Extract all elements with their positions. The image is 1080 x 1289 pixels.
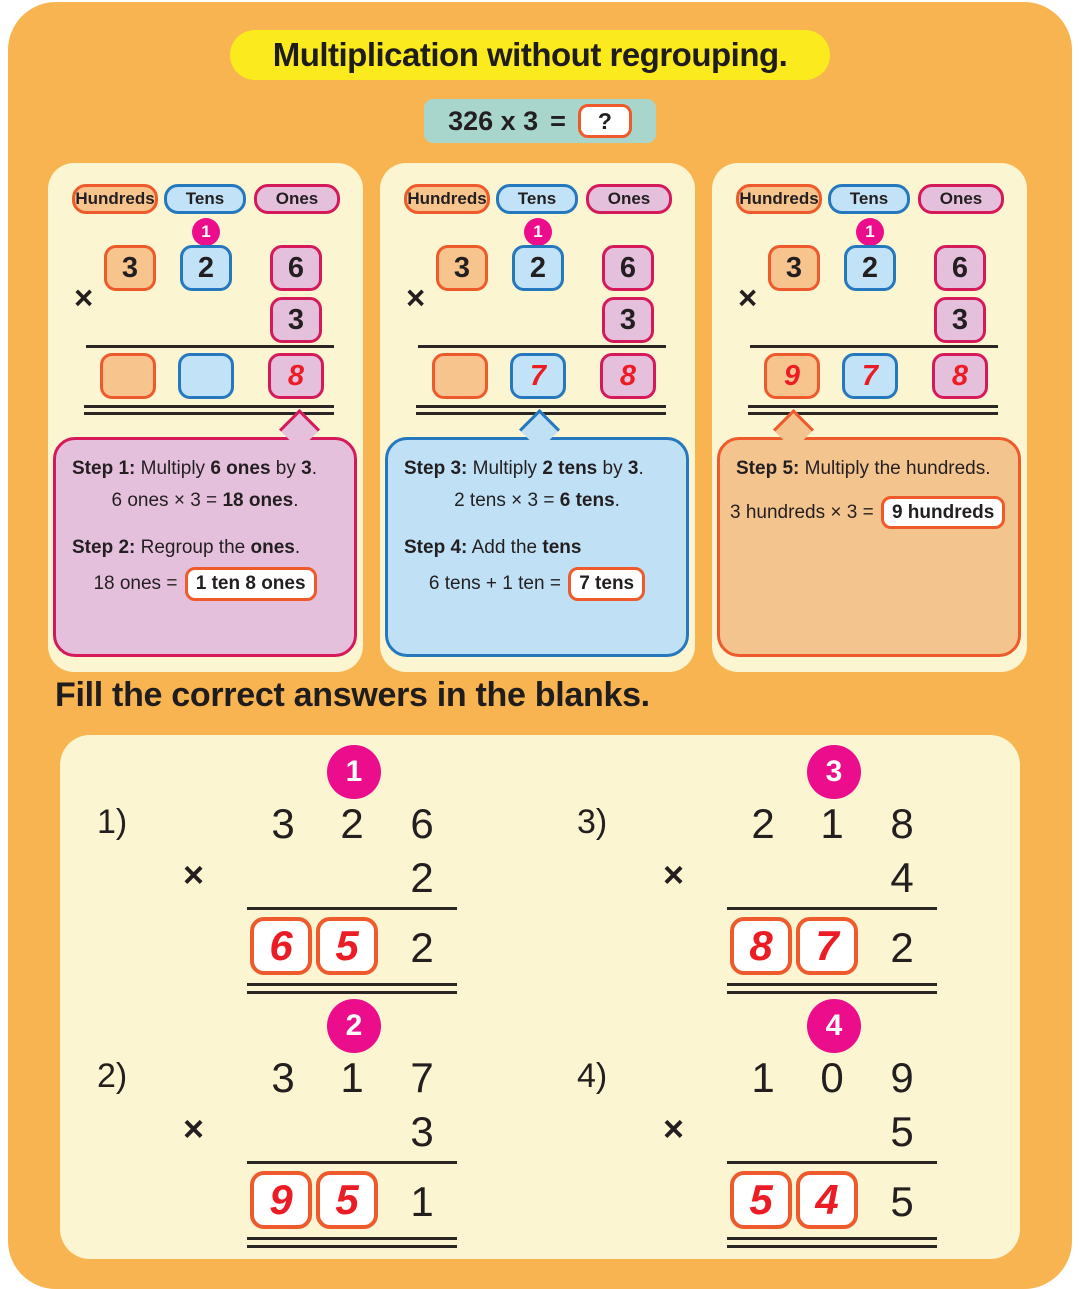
- answer-blank-tens[interactable]: 5: [316, 1171, 378, 1229]
- step-1-equation: 6 ones × 3 = 18 ones.: [111, 489, 299, 511]
- hundreds-header-label: Hundreds: [404, 184, 490, 214]
- carry-badge: 4: [807, 999, 861, 1053]
- digit-box-ones: 6: [934, 245, 986, 291]
- problem-3: [575, 745, 975, 995]
- multiplier-box-ones: 3: [270, 297, 322, 343]
- problem-number-label: 4): [577, 1057, 608, 1095]
- example-equation: [424, 99, 656, 143]
- problem-number-label: 2): [97, 1057, 128, 1095]
- multiply-sign: ×: [406, 279, 426, 316]
- ones-header-label: Ones: [254, 184, 340, 214]
- digit-box-tens: 2: [512, 245, 564, 291]
- digit-box-hundreds: 3: [436, 245, 488, 291]
- result-double-line: [247, 983, 457, 994]
- step-2-text: Step 2: Regroup the ones.: [72, 537, 301, 559]
- digit-box-tens: 2: [180, 245, 232, 291]
- ones-header-label: Ones: [586, 184, 672, 214]
- sum-line: [727, 1161, 937, 1164]
- answer-blank-tens[interactable]: 4: [796, 1171, 858, 1229]
- multiply-sign: ×: [663, 854, 685, 895]
- result-box-ones: 8: [600, 353, 656, 399]
- digit-ones: 6: [410, 800, 434, 847]
- result-box-tens: 7: [842, 353, 898, 399]
- multiply-sign: ×: [738, 279, 758, 316]
- step-3-equation: 2 tens × 3 = 6 tens.: [454, 489, 620, 511]
- digit-box-hundreds: 3: [768, 245, 820, 291]
- digit-tens: 2: [340, 800, 364, 847]
- digit-hundreds: 3: [271, 800, 295, 847]
- example-panel-step5: [712, 163, 1027, 672]
- digit-hundreds: 2: [751, 800, 775, 847]
- sum-line: [86, 345, 334, 348]
- answer-digit-ones: 2: [410, 924, 434, 971]
- tens-header-label: Tens: [164, 184, 246, 214]
- step-4-equation: 6 tens + 1 ten = 7 tens: [396, 567, 678, 601]
- step-5-bubble: [717, 437, 1021, 657]
- result-box-hundreds[interactable]: [432, 353, 488, 399]
- multiply-sign: ×: [183, 854, 205, 895]
- digit-box-hundreds: 3: [104, 245, 156, 291]
- digit-tens: 0: [820, 1054, 844, 1101]
- answer-blank-tens[interactable]: 5: [316, 917, 378, 975]
- multiply-sign: ×: [74, 279, 94, 316]
- digit-ones: 7: [410, 1054, 434, 1101]
- answer-digit-ones: 2: [890, 924, 914, 971]
- step-3-4-bubble: [385, 437, 689, 657]
- carry-badge: 1: [524, 218, 552, 246]
- sum-line: [750, 345, 998, 348]
- result-double-line: [748, 405, 998, 415]
- equation-expression: 326 x 3: [448, 105, 539, 136]
- multiply-sign: ×: [183, 1108, 205, 1149]
- result-box-ones: 8: [268, 353, 324, 399]
- result-double-line: [247, 1237, 457, 1248]
- example-panel-step1-2: [48, 163, 363, 672]
- equation-equals-sign: =: [550, 105, 566, 136]
- step-1-text: Step 1: Multiply 6 ones by 3.: [72, 458, 318, 479]
- fill-heading: Fill the correct answers in the blanks.: [55, 676, 650, 714]
- carry-badge: 1: [856, 218, 884, 246]
- answer-blank-hundreds[interactable]: 8: [730, 917, 792, 975]
- result-box-tens: 7: [510, 353, 566, 399]
- sum-line: [418, 345, 666, 348]
- carry-badge: 1: [192, 218, 220, 246]
- answer-blank-hundreds[interactable]: 5: [730, 1171, 792, 1229]
- tens-header-label: Tens: [828, 184, 910, 214]
- problem-number-label: 3): [577, 803, 608, 841]
- problem-number-label: 1): [97, 803, 128, 841]
- equation-answer-blank[interactable]: ?: [578, 104, 632, 138]
- answer-blank-hundreds[interactable]: 9: [250, 1171, 312, 1229]
- digit-hundreds: 3: [271, 1054, 295, 1101]
- example-panel-step3-4: [380, 163, 695, 672]
- hundreds-header-label: Hundreds: [736, 184, 822, 214]
- digit-ones: 9: [890, 1054, 914, 1101]
- result-box-hundreds: 9: [764, 353, 820, 399]
- digit-box-tens: 2: [844, 245, 896, 291]
- step-3-text: Step 3: Multiply 2 tens by 3.: [404, 458, 644, 479]
- page-title: Multiplication without regrouping.: [230, 30, 830, 80]
- step-5-equation: 3 hundreds × 3 = 9 hundreds: [728, 496, 1010, 530]
- tens-header-label: Tens: [496, 184, 578, 214]
- result-box-hundreds[interactable]: [100, 353, 156, 399]
- multiplier-digit: 3: [410, 1108, 434, 1155]
- sum-line: [247, 907, 457, 910]
- answer-digit-ones: 5: [890, 1178, 914, 1225]
- step-5-text: Step 5: Multiply the hundreds.: [736, 458, 991, 479]
- multiplier-box-ones: 3: [934, 297, 986, 343]
- carry-badge: 3: [807, 745, 861, 799]
- worksheet-board: [8, 2, 1072, 1289]
- multiply-sign: ×: [663, 1108, 685, 1149]
- answer-blank-hundreds[interactable]: 6: [250, 917, 312, 975]
- hundreds-header-label: Hundreds: [72, 184, 158, 214]
- digit-tens: 1: [820, 800, 844, 847]
- digit-box-ones: 6: [602, 245, 654, 291]
- digit-hundreds: 1: [751, 1054, 775, 1101]
- multiplier-box-ones: 3: [602, 297, 654, 343]
- step-1-2-bubble: [53, 437, 357, 657]
- problem-4: [575, 999, 975, 1249]
- step-2-equation: 18 ones = 1 ten 8 ones: [64, 567, 346, 601]
- step-4-text: Step 4: Add the tens: [404, 537, 582, 559]
- result-double-line: [727, 1237, 937, 1248]
- digit-tens: 1: [340, 1054, 364, 1101]
- digit-ones: 8: [890, 800, 914, 847]
- multiplier-digit: 2: [410, 854, 434, 901]
- carry-badge: 1: [327, 745, 381, 799]
- problem-2: [95, 999, 495, 1249]
- result-box-ones: 8: [932, 353, 988, 399]
- digit-box-ones: 6: [270, 245, 322, 291]
- problem-1: [95, 745, 495, 995]
- answer-blank-tens[interactable]: 7: [796, 917, 858, 975]
- practice-panel: [60, 735, 1020, 1259]
- multiplier-digit: 5: [890, 1108, 914, 1155]
- multiplier-digit: 4: [890, 854, 914, 901]
- sum-line: [247, 1161, 457, 1164]
- carry-badge: 2: [327, 999, 381, 1053]
- result-double-line: [727, 983, 937, 994]
- sum-line: [727, 907, 937, 910]
- answer-digit-ones: 1: [410, 1178, 434, 1225]
- result-box-tens[interactable]: [178, 353, 234, 399]
- ones-header-label: Ones: [918, 184, 1004, 214]
